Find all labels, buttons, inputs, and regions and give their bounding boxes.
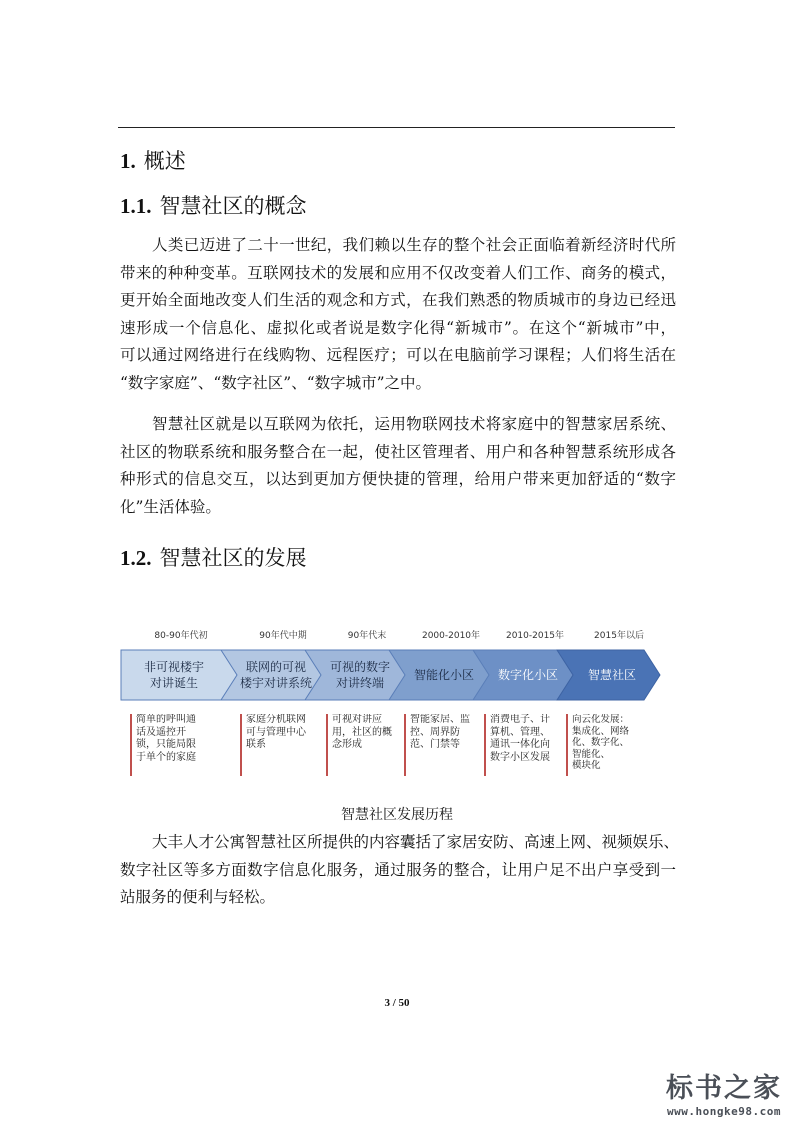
text-line: 社区的物联系统和服务整合在一起，使社区管理者、用户和各种智慧系统形成各 [120, 442, 676, 461]
section-1-paragraph-1 [120, 232, 676, 397]
desc-line: 向云化发展： [572, 714, 630, 725]
text-line: 可以通过网络进行在线购物、远程医疗；可以在电脑前学习课程；人们将生活在 [120, 346, 676, 364]
desc-line: 通讯一体化向 [490, 739, 550, 750]
stage-period: 90年代中期 [259, 631, 307, 641]
heading-1-number: 1. [120, 149, 136, 173]
section-1-heading [120, 190, 307, 220]
desc-line: 话及遥控开 [136, 726, 186, 738]
stage-period: 2015年以后 [594, 631, 644, 641]
stage-label-line: 智能化小区 [413, 668, 474, 682]
development-timeline-diagram [120, 628, 680, 778]
desc-line: 模块化 [572, 760, 601, 771]
section-1-number: 1.1. [120, 194, 152, 218]
text-line: 带来的种种变革。互联网技术的发展和应用不仅改变着人们工作、商务的模式， [120, 263, 676, 282]
text-line: 站服务的便利与轻松。 [120, 888, 276, 906]
desc-line: 可与管理中心 [246, 726, 306, 738]
heading-1-text: 概述 [143, 149, 186, 173]
section-2-paragraph [120, 829, 680, 912]
stage-label-line: 对讲终端 [335, 676, 384, 690]
stage-description [484, 714, 574, 776]
desc-line: 化、数字化、 [572, 737, 630, 748]
figure-caption: 智慧社区发展历程 [341, 807, 453, 823]
stage-label-line: 数字化小区 [497, 668, 558, 682]
stage-description [404, 714, 490, 776]
watermark-url: www.hongke98.com [667, 1105, 781, 1118]
text-line: 化”生活体验。 [120, 497, 221, 516]
text-line: 速形成一个信息化、虚拟化或者说是数字化得“新城市”。在这个“新城市”中， [120, 318, 676, 337]
stage-period: 2000-2010年 [421, 631, 481, 641]
desc-line: 范、门禁等 [410, 739, 460, 750]
text-line: 人类已迈进了二十一世纪，我们赖以生存的整个社会正面临着新经济时代所 [152, 236, 676, 254]
stage-period: 2010-2015年 [505, 631, 565, 641]
stage-label-line: 楼宇对讲系统 [239, 676, 312, 690]
desc-line: 家庭分机联网 [246, 714, 306, 725]
stage-period: 90年代末 [347, 631, 387, 641]
desc-line: 用，社区的概 [332, 726, 392, 738]
text-line: 更开始全面地改变人们生活的观念和方式，在我们熟悉的物质城市的身边已经迅 [120, 291, 676, 309]
heading-1 [120, 145, 186, 175]
stage-description [130, 714, 232, 776]
stage-description [326, 714, 406, 776]
page-number: 3 / 50 [384, 997, 410, 1009]
desc-line: 数字小区发展 [490, 751, 550, 763]
stage-description [566, 714, 662, 776]
watermark-logo [666, 1066, 782, 1118]
desc-line: 算机、管理、 [490, 726, 550, 738]
desc-line: 消费电子、计 [490, 714, 550, 725]
watermark-brand: 标书之家 [666, 1073, 782, 1104]
stage-label-line: 对讲诞生 [149, 676, 198, 690]
stage-label-line: 联网的可视 [245, 660, 306, 674]
section-2-title: 智慧社区的发展 [159, 546, 307, 570]
section-2-number: 1.2. [120, 546, 152, 570]
desc-line: 于单个的家庭 [136, 751, 196, 763]
desc-line: 智能化、 [572, 748, 611, 760]
text-line: “数字家庭”、“数字社区”、“数字城市”之中。 [120, 373, 432, 392]
desc-line: 可视对讲应 [332, 714, 382, 725]
desc-line: 念形成 [332, 739, 362, 750]
stage-label [120, 653, 228, 697]
stage-label-line: 可视的数字 [329, 660, 390, 674]
text-line: 种形式的信息交互，以达到更加方便快捷的管理，给用户带来更加舒适的“数字 [120, 470, 676, 488]
stage-label-line: 非可视楼宇 [143, 660, 204, 674]
stage-period: 80-90年代初 [154, 631, 208, 641]
stage-description [240, 714, 326, 776]
desc-line: 锁，只能局限 [136, 739, 196, 750]
text-line: 大丰人才公寓智慧社区所提供的内容囊括了家居安防、高速上网、视频娱乐、 [152, 833, 680, 851]
desc-line: 联系 [246, 739, 266, 750]
section-1-title: 智慧社区的概念 [159, 194, 307, 218]
desc-line: 简单的呼叫通 [136, 714, 196, 725]
section-1-paragraph-2 [120, 411, 676, 521]
text-line: 智慧社区就是以互联网为依托，运用物联网技术将家庭中的智慧家居系统、 [152, 415, 676, 433]
header-rule [118, 127, 675, 128]
desc-line: 智能家居、监 [410, 714, 470, 725]
desc-line: 控、周界防 [410, 726, 460, 738]
section-2-heading [120, 542, 307, 572]
desc-line: 集成化、网络 [572, 725, 630, 737]
stage-label [570, 653, 654, 697]
text-line: 数字社区等多方面数字信息化服务，通过服务的整合，让用户足不出户享受到一 [120, 860, 676, 879]
stage-label-line: 智慧社区 [587, 668, 636, 682]
